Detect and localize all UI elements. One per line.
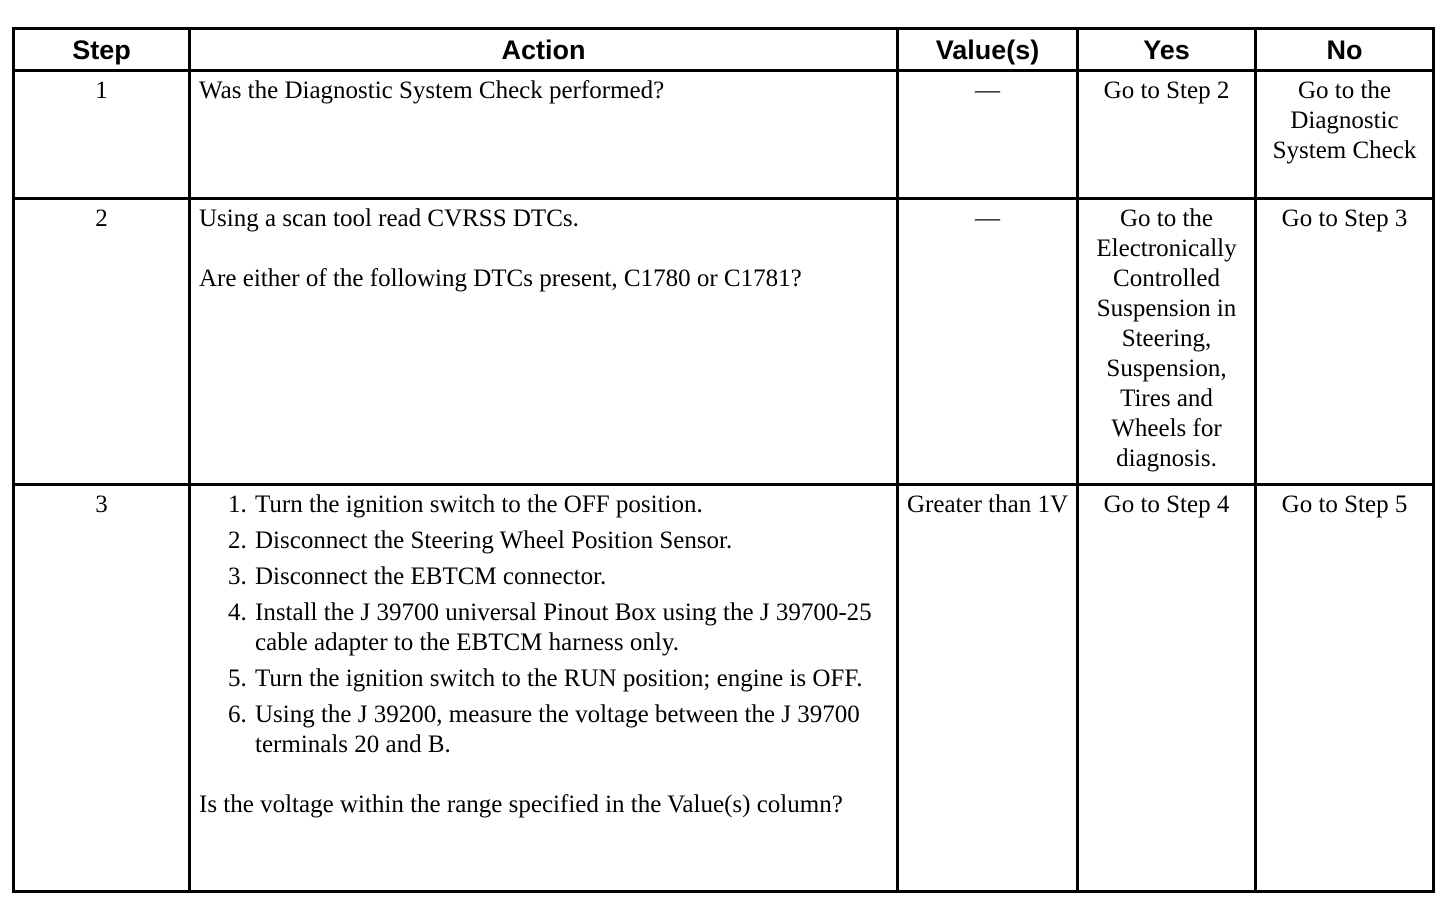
no-cell: Go to the Diagnostic System Check xyxy=(1256,71,1434,199)
procedure-step: 6. Using the J 39200, measure the voltage between the J 39700 terminals 20 and B. xyxy=(253,700,888,760)
step-number: 1 xyxy=(14,71,190,199)
table-row xyxy=(14,199,1434,485)
action-cell xyxy=(190,485,898,892)
yes-cell: Go to Step 2 xyxy=(1078,71,1256,199)
value-cell: — xyxy=(898,199,1078,485)
no-cell: Go to Step 3 xyxy=(1256,199,1434,485)
diagnostic-table xyxy=(12,27,1435,893)
action-question: Is the voltage within the range specified in the Value(s) column? xyxy=(199,791,843,818)
value-cell: Greater than 1V xyxy=(898,485,1078,892)
action-text: Was the Diagnostic System Check performed? xyxy=(199,77,665,104)
procedure-list xyxy=(199,490,888,760)
step-number: 2 xyxy=(14,199,190,485)
procedure-step: 3. Disconnect the EBTCM connector. xyxy=(253,562,888,592)
procedure-step: 4. Install the J 39700 universal Pinout Box using the J 39700-25 cable adapter to the EBTCM harness only. xyxy=(253,598,888,658)
header-action: Action xyxy=(190,29,898,71)
value-cell: — xyxy=(898,71,1078,199)
header-no: No xyxy=(1256,29,1434,71)
header-row xyxy=(14,29,1434,71)
procedure-step: 5. Turn the ignition switch to the RUN position; engine is OFF. xyxy=(253,664,888,694)
action-question: Are either of the following DTCs present, C1780 or C1781? xyxy=(199,265,802,292)
procedure-step: 1. Turn the ignition switch to the OFF position. xyxy=(253,490,888,520)
yes-cell: Go to the Electronically Controlled Suspension in Steering, Suspension, Tires and Wheels for diagnosis. xyxy=(1078,199,1256,485)
action-text: Using a scan tool read CVRSS DTCs. xyxy=(199,205,579,232)
no-cell: Go to Step 5 xyxy=(1256,485,1434,892)
table-row xyxy=(14,71,1434,199)
action-cell xyxy=(190,71,898,199)
step-number: 3 xyxy=(14,485,190,892)
header-yes: Yes xyxy=(1078,29,1256,71)
header-step: Step xyxy=(14,29,190,71)
table-row xyxy=(14,485,1434,892)
procedure-step: 2. Disconnect the Steering Wheel Position Sensor. xyxy=(253,526,888,556)
yes-cell: Go to Step 4 xyxy=(1078,485,1256,892)
action-cell xyxy=(190,199,898,485)
header-values: Value(s) xyxy=(898,29,1078,71)
